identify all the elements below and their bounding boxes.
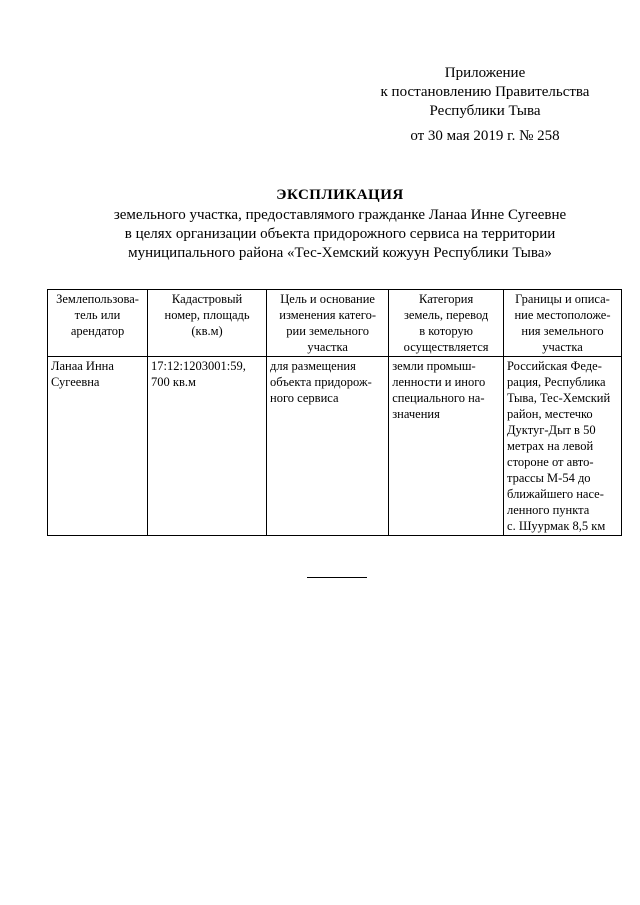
appendix-title: Приложение [444, 65, 526, 81]
cell-boundaries: Российская Феде- рация, Республика Тыва, Тес-Хемский район, местечко Дуктуг-Дыт в 50 метрах на левой стороне от авто- трассы М-54 до ближайшего насе- ленного пункта с. Шуурмак 8,5 км [504, 357, 622, 536]
header-cadastral-number: Кадастровый номер, площадь (кв.м) [148, 290, 267, 357]
subtitle-line-2: в целях организации объекта придорожного сервиса на территории [124, 226, 556, 242]
header-land-category: Категория земель, перевод в которую осуществляется [389, 290, 504, 357]
header-boundaries: Границы и описа- ние местоположе- ния земельного участка [504, 290, 622, 357]
cell-land-category: земли промыш- ленности и иного специального на- значения [389, 357, 504, 536]
appendix-reference: к постановлению Правительства [380, 84, 590, 100]
header-land-user: Землепользова- тель или арендатор [48, 290, 148, 357]
table-header-row [48, 290, 622, 357]
appendix-block [340, 64, 630, 121]
end-of-document-line [307, 577, 367, 578]
cell-purpose: для размещения объекта придорож- ного сервиса [267, 357, 389, 536]
document-heading: ЭКСПЛИКАЦИЯ [276, 187, 404, 203]
decree-date-number: от 30 мая 2019 г. № 258 [410, 128, 560, 144]
explication-table [47, 289, 622, 536]
subtitle-line-3: муниципального района «Тес-Хемский кожуун Республики Тыва» [128, 245, 552, 261]
subtitle-line-1: земельного участка, предоставлямого гражданке Ланаа Инне Сугеевне [113, 207, 567, 223]
document-subtitle [40, 206, 640, 263]
appendix-republic: Республики Тыва [429, 103, 541, 119]
table-row [48, 357, 622, 536]
header-purpose: Цель и основание изменения катего- рии земельного участка [267, 290, 389, 357]
cell-land-user: Ланаа Инна Сугеевна [48, 357, 148, 536]
cell-cadastral-number: 17:12:1203001:59, 700 кв.м [148, 357, 267, 536]
